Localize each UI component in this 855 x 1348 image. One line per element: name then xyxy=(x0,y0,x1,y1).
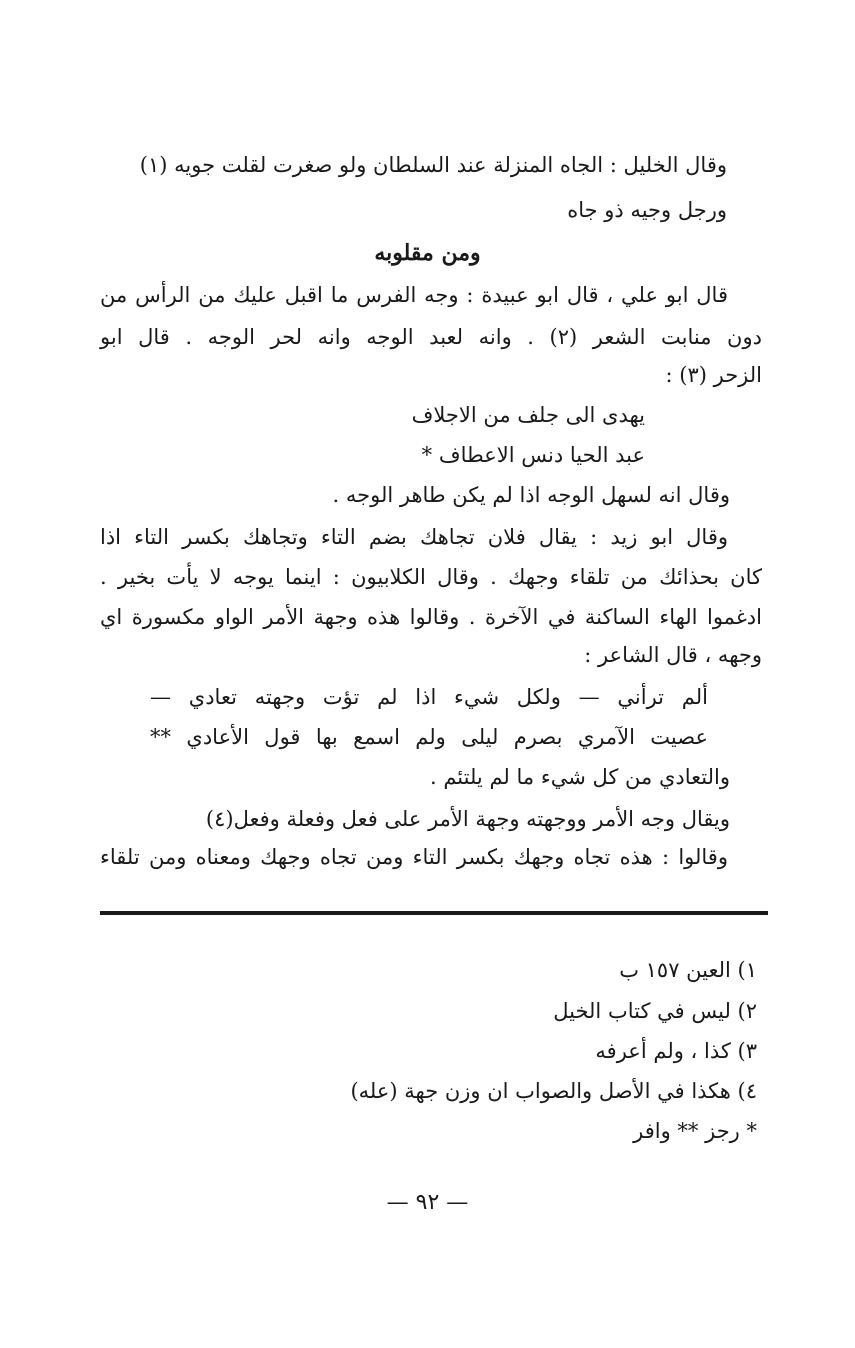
verse-line: عصيت الآمري بصرم ليلى ولم اسمع بها قول الأعادي ** xyxy=(150,725,708,749)
footnote-divider xyxy=(100,911,768,915)
verse-line: يهدى الى جلف من الاجلاف xyxy=(411,403,645,427)
footnote: * رجز ** وافر xyxy=(633,1119,757,1143)
text-line: وجهه ، قال الشاعر : xyxy=(584,643,762,667)
text-line: ادغموا الهاء الساكنة في الآخرة . وقالوا هذه وجهة الأمر الواو مكسورة اي xyxy=(100,605,762,629)
footnote: ٤) هكذا في الأصل والصواب ان وزن جهة (عله) xyxy=(350,1079,757,1103)
section-heading: ومن مقلوبه xyxy=(374,240,481,266)
footnote: ١) العين ١٥٧ ب xyxy=(619,958,757,982)
text-line: كان بحذائك من تلقاء وجهك . وقال الكلابيون : اينما يوجه لا يأت بخير . xyxy=(100,565,762,589)
text-line: قال ابو علي ، قال ابو عبيدة : وجه الفرس ما اقبل عليك من الرأس من xyxy=(100,283,728,307)
text-line: وقال انه لسهل الوجه اذا لم يكن طاهر الوجه . xyxy=(332,483,730,507)
text-line: والتعادي من كل شيء ما لم يلتئم . xyxy=(429,765,730,789)
footnote: ٣) كذا ، ولم أعرفه xyxy=(595,1039,757,1063)
text-line: وقال ابو زيد : يقال فلان تجاهك بضم التاء وتجاهك بكسر التاء اذا xyxy=(100,525,728,549)
text-line: ورجل وجيه ذو جاه xyxy=(567,198,727,222)
page-number: — ٩٢ — xyxy=(386,1190,469,1215)
verse-line: عبد الحيا دنس الاعطاف * xyxy=(421,443,645,467)
text-line: وقالوا : هذه تجاه وجهك بكسر التاء ومن تجاه وجهك ومعناه ومن تلقاء xyxy=(100,845,728,869)
text-line: دون منابت الشعر (٢) . وانه لعبد الوجه وانه لحر الوجه . قال ابو xyxy=(100,325,762,349)
verse-line: ألم ترأني — ولكل شيء اذا لم تؤت وجهته تعادي — xyxy=(150,685,708,709)
text-line: وقال الخليل : الجاه المنزلة عند السلطان ولو صغرت لقلت جويه (١) xyxy=(139,153,727,177)
text-line: ويقال وجه الأمر ووجهته وجهة الأمر على فعل وفعلة وفعل(٤) xyxy=(205,807,730,831)
footnote: ٢) ليس في كتاب الخيل xyxy=(553,999,757,1023)
text-line: الزحر (٣) : xyxy=(665,363,762,387)
